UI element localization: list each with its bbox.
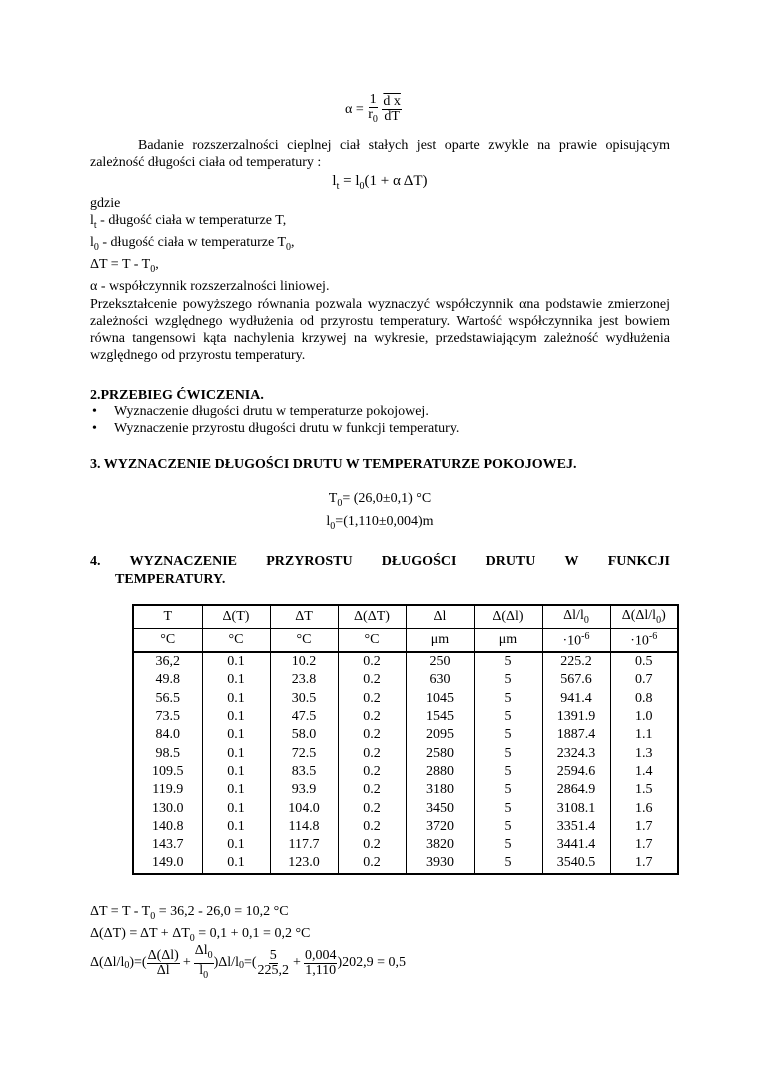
frac-num [194, 944, 214, 964]
header-sub: 0 [583, 614, 589, 626]
section-4-word: DRUTU [485, 554, 536, 569]
alpha-lhs: α = [345, 102, 364, 118]
table-cell: 104.0 [270, 799, 338, 817]
bullet-text: Wyznaczenie długości drutu w temperaturze pokojowej. [114, 404, 429, 419]
header-sub: 0 [656, 614, 662, 626]
def-dt-text: , [155, 257, 159, 272]
table-cell: 1.1 [610, 726, 678, 744]
table-cell: 0.1 [202, 818, 270, 836]
table-cell: 1.7 [610, 818, 678, 836]
table-unit-cell [474, 629, 542, 653]
section-4-num: 4. [90, 554, 101, 569]
frac-num-sub: 0 [207, 949, 213, 961]
table-cell: 83.5 [270, 763, 338, 781]
table-cell: 5 [474, 818, 542, 836]
calc3-mid-sub: 0 [238, 959, 244, 971]
table-cell: 0.2 [338, 708, 406, 726]
table-header-row [133, 605, 678, 629]
table-cell: 30.5 [270, 690, 338, 708]
frac-den: 225,2 [257, 962, 290, 978]
table-cell: 250 [406, 652, 474, 671]
frac-num: Δ(Δl) [147, 947, 179, 963]
def-alpha-text: - współczynnik rozszerzalności liniowej. [97, 279, 330, 294]
def-dt-sym: ΔT = T - T [90, 257, 151, 272]
calc1-b: = 36,2 - 26,0 = 10,2 °C [155, 904, 289, 919]
bullet-icon: • [92, 421, 97, 436]
table-cell: 0.5 [610, 652, 678, 671]
table-cell: 1.3 [610, 744, 678, 762]
table-row [133, 763, 678, 781]
calc3-frac-4 [304, 949, 338, 978]
calc2-a: Δ(ΔT) = ΔT + ΔT [90, 926, 190, 941]
frac-den [198, 964, 209, 983]
def-lt-text: - długość ciała w temperaturze T, [96, 213, 287, 228]
header-tail: ) [661, 608, 666, 624]
alpha-frac-den [367, 108, 379, 127]
table-cell: 2580 [406, 744, 474, 762]
table-cell: 0.1 [202, 744, 270, 762]
alpha-r-sub: 0 [372, 113, 378, 125]
table-row [133, 818, 678, 836]
t0-sym: T [328, 491, 338, 506]
table-cell: 0.2 [338, 690, 406, 708]
table-unit-cell [270, 629, 338, 653]
calc3-lhs: Δ(Δl/l [90, 955, 125, 971]
frac-den: 1,110 [305, 962, 337, 978]
table-cell: 47.5 [270, 708, 338, 726]
table-cell: 1.6 [610, 799, 678, 817]
header-text: T [163, 609, 173, 624]
table-cell: 73.5 [133, 708, 202, 726]
table-cell: 1.0 [610, 708, 678, 726]
table-cell: 0.1 [202, 671, 270, 689]
unit-text: ·10 [630, 633, 649, 649]
def-l0-tail: , [291, 235, 295, 250]
unit-text: °C [296, 632, 312, 647]
table-cell: 58.0 [270, 726, 338, 744]
table-header-cell [542, 605, 610, 629]
table-cell: 5 [474, 799, 542, 817]
def-alpha [90, 278, 329, 295]
table-cell: 2095 [406, 726, 474, 744]
table-cell: 2864.9 [542, 781, 610, 799]
calc3-frac-3 [257, 949, 291, 978]
table-cell: 0.2 [338, 726, 406, 744]
table-cell: 5 [474, 854, 542, 873]
calc1-sub: 0 [150, 910, 156, 922]
table-header-cell [338, 605, 406, 629]
table-cell: 109.5 [133, 763, 202, 781]
law-l0-sub: 0 [359, 181, 365, 192]
table-cell: 149.0 [133, 854, 202, 873]
table-cell: 0.1 [202, 781, 270, 799]
law-l-sub: t [336, 181, 340, 192]
def-dt-sub: 0 [150, 263, 156, 275]
unit-sup: -6 [648, 630, 658, 642]
table-cell: 0.1 [202, 836, 270, 854]
unit-text: ·10 [562, 633, 582, 649]
table-cell: 0.1 [202, 799, 270, 817]
table-cell: 0.2 [338, 781, 406, 799]
table-cell: 5 [474, 763, 542, 781]
table-cell: 0.2 [338, 854, 406, 873]
table-cell: 0.2 [338, 763, 406, 781]
calc2-sub: 0 [189, 932, 195, 944]
table-cell: 1391.9 [542, 708, 610, 726]
frac-den: Δl [156, 962, 170, 978]
table-unit-cell [338, 629, 406, 653]
table-row [133, 799, 678, 817]
law-rest: (1 + α ΔT) [364, 173, 428, 189]
table-row [133, 671, 678, 689]
table-header-cell [474, 605, 542, 629]
table-cell: 114.8 [270, 818, 338, 836]
table-cell: 1887.4 [542, 726, 610, 744]
frac-den-a: l [199, 962, 204, 978]
frac-num: 5 [269, 947, 277, 963]
table-cell: 3180 [406, 781, 474, 799]
bullet-item [90, 420, 459, 437]
bullet-icon: • [92, 404, 97, 419]
calc-line-1 [90, 903, 289, 925]
table-cell: 1.7 [610, 836, 678, 854]
section-4-title [90, 554, 670, 570]
table-cell: 1045 [406, 690, 474, 708]
table-cell: 119.9 [133, 781, 202, 799]
alpha-frac-1 [367, 93, 379, 127]
table-unit-row [133, 629, 678, 653]
table-header-cell [610, 605, 678, 629]
calc3-frac-2 [194, 944, 214, 983]
table-cell: 130.0 [133, 799, 202, 817]
def-lt [90, 212, 286, 234]
table-cell: 117.7 [270, 836, 338, 854]
table-cell: 5 [474, 652, 542, 671]
table-header-cell [406, 605, 474, 629]
table-row [133, 836, 678, 854]
table-cell: 0.7 [610, 671, 678, 689]
table-cell: 2324.3 [542, 744, 610, 762]
table-cell: 941.4 [542, 690, 610, 708]
paragraph-1: Badanie rozszerzalności cieplnej ciał stałych jest oparte zwykle na prawie opisującym zależność długości ciała od temperatury : [90, 138, 670, 170]
t0-val: = (26,0±0,1) °C [342, 491, 432, 506]
table-cell: 630 [406, 671, 474, 689]
calc3-frac-1 [147, 949, 180, 978]
expansion-law [0, 173, 760, 192]
calc2-b: = 0,1 + 0,1 = 0,2 °C [194, 926, 311, 941]
table-cell: 98.5 [133, 744, 202, 762]
section-4-word: WYZNACZENIE [129, 554, 238, 569]
table-cell: 0.1 [202, 708, 270, 726]
table-cell: 3540.5 [542, 854, 610, 873]
header-text: Δl/l [563, 608, 584, 624]
table-cell: 49.8 [133, 671, 202, 689]
l0-sub: 0 [330, 520, 336, 532]
table-cell: 36,2 [133, 652, 202, 671]
def-alpha-sym: α [90, 279, 98, 294]
table-cell: 72.5 [270, 744, 338, 762]
table-cell: 56.5 [133, 690, 202, 708]
table-unit-cell [542, 629, 610, 653]
unit-sup: -6 [581, 630, 590, 642]
unit-text: μm [430, 632, 450, 647]
table-cell: 225.2 [542, 652, 610, 671]
table-cell: 84.0 [133, 726, 202, 744]
table-cell: 3450 [406, 799, 474, 817]
table-header-cell [202, 605, 270, 629]
alpha-frac-2 [382, 95, 402, 124]
table-row [133, 854, 678, 873]
table-cell: 3930 [406, 854, 474, 873]
table-cell: 0.1 [202, 726, 270, 744]
table-unit-cell [610, 629, 678, 653]
l0-value [0, 514, 760, 532]
header-text: ΔT [295, 609, 313, 624]
law-l: l [332, 173, 337, 189]
alpha-dt: dT [384, 109, 400, 125]
alpha-formula [345, 93, 402, 127]
table-cell: 10.2 [270, 652, 338, 671]
header-text: Δ(Δl/l [621, 608, 657, 624]
calc3-lhs-b: )=( [129, 955, 147, 971]
unit-text: μm [498, 632, 518, 647]
table-row [133, 708, 678, 726]
calc3-mid: )Δl/l [213, 955, 239, 971]
table-cell: 0.2 [338, 818, 406, 836]
table-cell: 5 [474, 726, 542, 744]
table-cell: 0.1 [202, 854, 270, 873]
table-cell: 93.9 [270, 781, 338, 799]
measurement-table [132, 604, 679, 875]
table-row [133, 781, 678, 799]
section-2-bullets [90, 403, 459, 437]
section-4-word: DŁUGOŚCI [381, 554, 457, 569]
law-eq: = l [339, 173, 360, 189]
calc1-a: ΔT = T - T [90, 904, 151, 919]
calc3-mid-b: =( [243, 955, 257, 971]
unit-text: °C [364, 632, 380, 647]
def-l0 [90, 234, 295, 256]
table-cell: 1.4 [610, 763, 678, 781]
frac-den-sub: 0 [203, 969, 209, 981]
unit-text: °C [160, 632, 176, 647]
table-cell: 0.2 [338, 652, 406, 671]
table-cell: 1545 [406, 708, 474, 726]
table-cell: 1.7 [610, 854, 678, 873]
alpha-dx: d x [383, 94, 401, 110]
table-row [133, 744, 678, 762]
table-cell: 23.8 [270, 671, 338, 689]
def-lt-sub: t [93, 219, 97, 231]
alpha-r: r [368, 107, 373, 122]
calc3-lhs-sub: 0 [124, 959, 130, 971]
table-cell: 140.8 [133, 818, 202, 836]
table-cell: 1.5 [610, 781, 678, 799]
table-cell: 5 [474, 690, 542, 708]
table-cell: 0.1 [202, 690, 270, 708]
paragraph-2: Przekształcenie powyższego równania pozwala wyznaczyć współczynnik αna podstawie zmierzonej zależności względnego wydłużenia od przyrostu temperatury. Wartość współczynnika jest bowiem równa tangensowi kąta nachylenia krzywej na wykresie, przedstawiającym zależność wydłużenia względnego od przyrostu temperatury. [90, 297, 670, 363]
gdzie-label: gdzie [90, 196, 121, 211]
table-cell: 143.7 [133, 836, 202, 854]
header-text: Δ(ΔT) [354, 609, 390, 624]
header-text: Δ(Δl) [492, 609, 524, 624]
calc3-tail: )202,9 = 0,5 [337, 955, 406, 971]
bullet-text: Wyznaczenie przyrostu długości drutu w funkcji temperatury. [114, 421, 460, 436]
table-header-cell [133, 605, 202, 629]
table-cell: 3351.4 [542, 818, 610, 836]
table-row [133, 690, 678, 708]
calc3-plus: + [182, 955, 191, 971]
table-cell: 0.1 [202, 652, 270, 671]
table-unit-cell [202, 629, 270, 653]
table-cell: 0.2 [338, 799, 406, 817]
def-l0-sub: 0 [93, 241, 99, 253]
table-cell: 5 [474, 781, 542, 799]
unit-text: °C [228, 632, 244, 647]
table-cell: 3108.1 [542, 799, 610, 817]
header-text: Δl [433, 609, 447, 624]
table-header-cell [270, 605, 338, 629]
def-l0-text: - długość ciała w temperaturze T [98, 235, 286, 250]
header-text: Δ(T) [222, 609, 250, 624]
section-4-word: FUNKCJI [607, 554, 670, 569]
table-cell: 2880 [406, 763, 474, 781]
l0-val: =(1,110±0,004)m [335, 514, 434, 529]
table-cell: 0.1 [202, 763, 270, 781]
table-row [133, 652, 678, 671]
calc3-plus2: + [293, 955, 301, 971]
table-cell: 3820 [406, 836, 474, 854]
table-cell: 3441.4 [542, 836, 610, 854]
table-cell: 5 [474, 708, 542, 726]
table-cell: 0.2 [338, 836, 406, 854]
table-row [133, 726, 678, 744]
table-cell: 5 [474, 744, 542, 762]
table-cell: 0.2 [338, 744, 406, 762]
table-unit-cell [406, 629, 474, 653]
table-cell: 3720 [406, 818, 474, 836]
t0-sub: 0 [337, 497, 343, 509]
def-dt [90, 256, 159, 278]
section-2-title: 2.PRZEBIEG ĆWICZENIA. [90, 388, 264, 403]
t0-value [0, 491, 760, 509]
table-cell: 5 [474, 836, 542, 854]
table-cell: 567.6 [542, 671, 610, 689]
frac-num-a: Δl [194, 943, 208, 958]
table-cell: 123.0 [270, 854, 338, 873]
def-lt-sym: l [90, 213, 94, 228]
table-cell: 5 [474, 671, 542, 689]
table-unit-cell [133, 629, 202, 653]
section-4-word: W [564, 554, 579, 569]
table-cell: 2594.6 [542, 763, 610, 781]
def-l0-sym: l [90, 235, 94, 250]
table-cell: 0.2 [338, 671, 406, 689]
section-3-title: 3. WYZNACZENIE DŁUGOŚCI DRUTU W TEMPERATURZE POKOJOWEJ. [90, 457, 577, 472]
l0-sym: l [326, 514, 331, 529]
def-l0-tail-sub: 0 [286, 241, 291, 253]
calc-line-3 [90, 944, 406, 983]
section-4-title-line2: TEMPERATURY. [115, 572, 226, 587]
section-4-word: PRZYROSTU [266, 554, 353, 569]
bullet-item [90, 403, 459, 420]
frac-num: 0,004 [304, 947, 337, 963]
alpha-frac-num: 1 [369, 92, 377, 107]
table-cell: 0.8 [610, 690, 678, 708]
